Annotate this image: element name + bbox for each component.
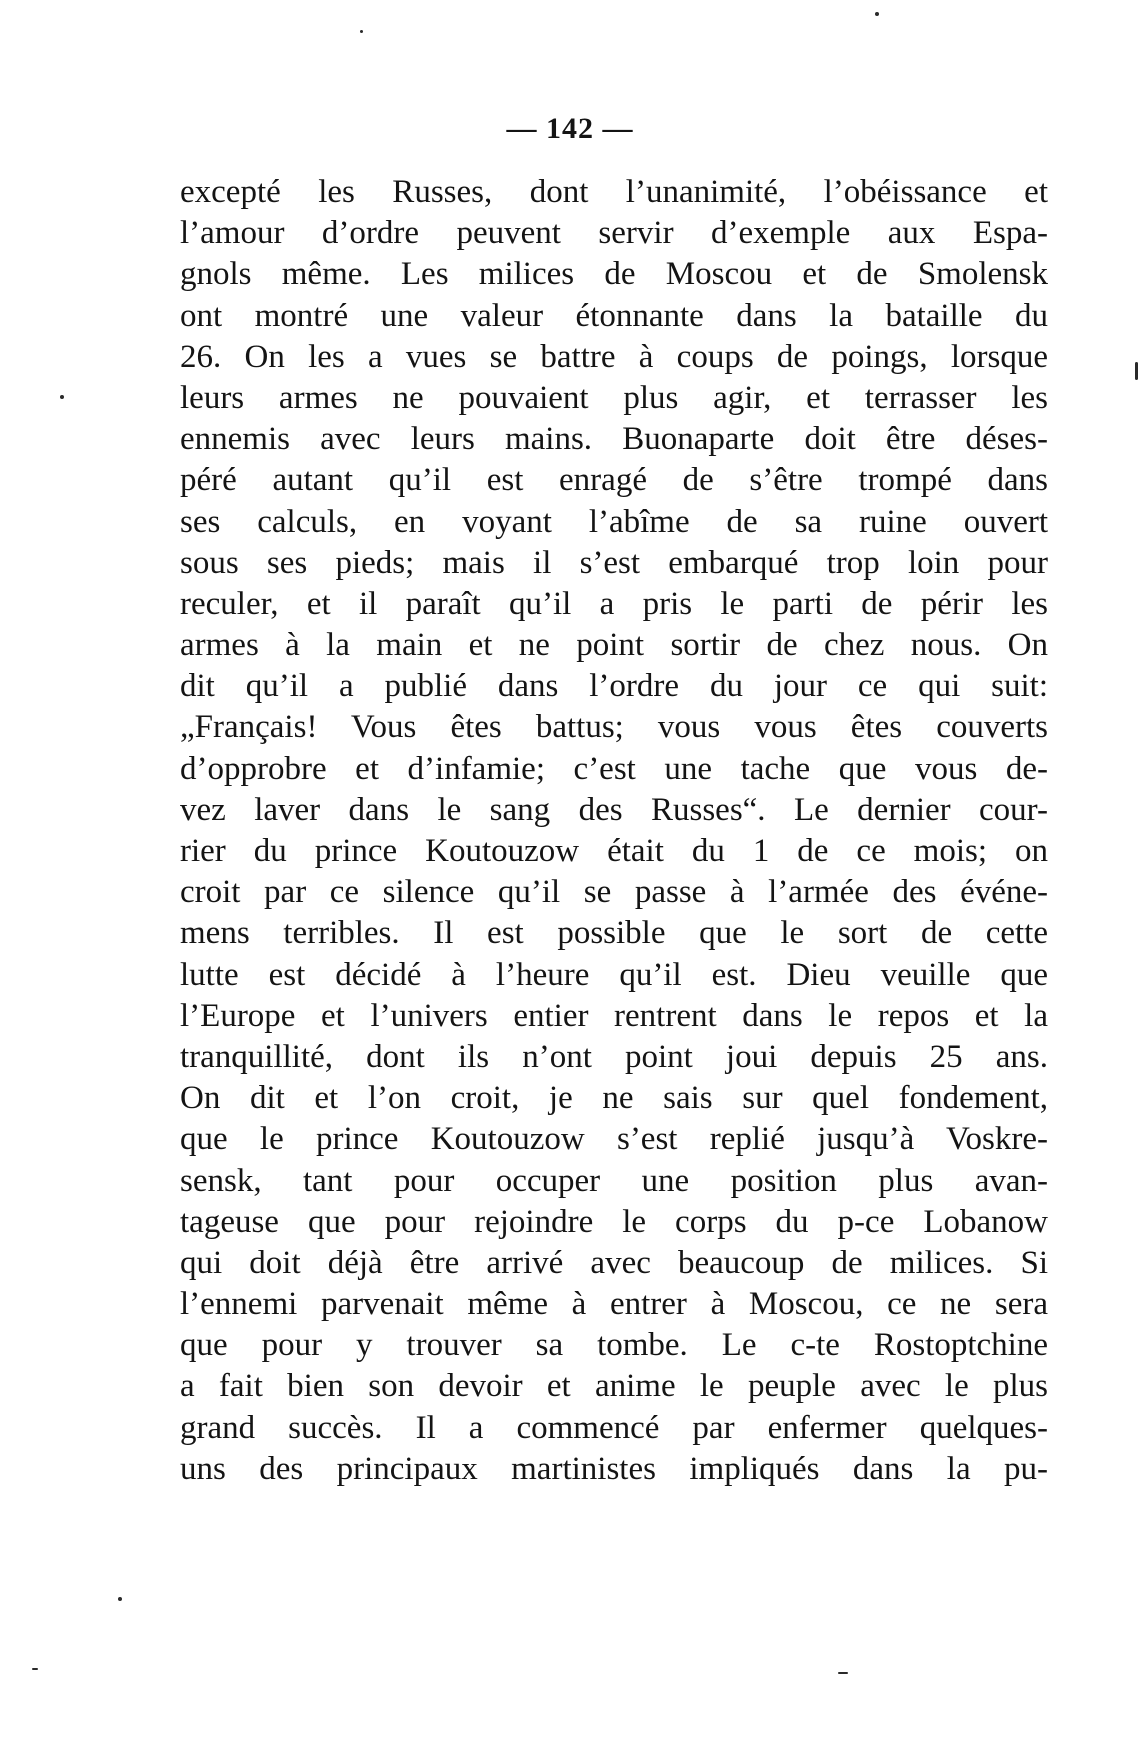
text-line: gnols même. Les milices de Moscou et de Smolensk: [180, 256, 1048, 293]
text-line: On dit et l’on croit, je ne sais sur quel fondement,: [180, 1080, 1048, 1117]
text-line: que pour y trouver sa tombe. Le c-te Rostoptchine: [180, 1327, 1048, 1364]
text-line: 26. On les a vues se battre à coups de poings, lorsque: [180, 338, 1048, 375]
body-text: [180, 172, 1048, 1490]
scan-speck: [1135, 362, 1138, 380]
text-line: armes à la main et ne point sortir de chez nous. On: [180, 627, 1048, 664]
text-line: ennemis avec leurs mains. Buonaparte doit être déses-: [180, 421, 1048, 458]
text-line: excepté les Russes, dont l’unanimité, l’obéissance et: [180, 174, 1048, 210]
text-line: que le prince Koutouzow s’est replié jusqu’à Voskre-: [180, 1121, 1048, 1158]
text-line: tageuse que pour rejoindre le corps du p-ce Lobanow: [180, 1203, 1048, 1240]
scan-speck: [838, 1672, 848, 1674]
scan-speck: [32, 1668, 38, 1670]
text-line: croit par ce silence qu’il se passe à l’armée des événe-: [180, 874, 1048, 911]
text-line: dit qu’il a publié dans l’ordre du jour ce qui suit:: [180, 668, 1048, 705]
text-line: ses calculs, en voyant l’abîme de sa ruine ouvert: [180, 503, 1048, 540]
text-line: „Français! Vous êtes battus; vous vous êtes couverts: [180, 709, 1048, 746]
text-line: grand succès. Il a commencé par enfermer quelques-: [180, 1409, 1048, 1446]
scan-speck: [60, 395, 64, 399]
text-line: l’ennemi parvenait même à entrer à Moscou, ce ne sera: [180, 1286, 1048, 1323]
text-line: tranquillité, dont ils n’ont point joui depuis 25 ans.: [180, 1038, 1048, 1075]
text-line: leurs armes ne pouvaient plus agir, et terrasser les: [180, 379, 1048, 416]
text-line: a fait bien son devoir et anime le peuple avec le plus: [180, 1368, 1048, 1405]
page-number: — 142 —: [506, 112, 634, 145]
text-line: vez laver dans le sang des Russes“. Le dernier cour-: [180, 791, 1048, 828]
scan-speck: [360, 30, 363, 33]
text-line: l’Europe et l’univers entier rentrent dans le repos et la: [180, 997, 1048, 1034]
scan-speck: [118, 1597, 122, 1601]
scan-speck: [875, 12, 879, 16]
text-line: reculer, et il paraît qu’il a pris le parti de périr les: [180, 585, 1048, 622]
text-line: l’amour d’ordre peuvent servir d’exemple aux Espa-: [180, 215, 1048, 252]
text-line: qui doit déjà être arrivé avec beaucoup de milices. Si: [180, 1244, 1048, 1281]
text-line: sous ses pieds; mais il s’est embarqué trop loin pour: [180, 544, 1048, 581]
text-line: rier du prince Koutouzow était du 1 de ce mois; on: [180, 833, 1048, 869]
text-line: d’opprobre et d’infamie; c’est une tache que vous de-: [180, 750, 1048, 787]
text-line: sensk, tant pour occuper une position plus avan-: [180, 1162, 1048, 1199]
text-line: ont montré une valeur étonnante dans la bataille du: [180, 297, 1048, 334]
text-line: péré autant qu’il est enragé de s’être trompé dans: [180, 462, 1048, 499]
text-line: lutte est décidé à l’heure qu’il est. Dieu veuille que: [180, 956, 1048, 993]
text-line: mens terribles. Il est possible que le sort de cette: [180, 915, 1048, 952]
text-line: uns des principaux martinistes impliqués dans la pu-: [180, 1450, 1048, 1487]
